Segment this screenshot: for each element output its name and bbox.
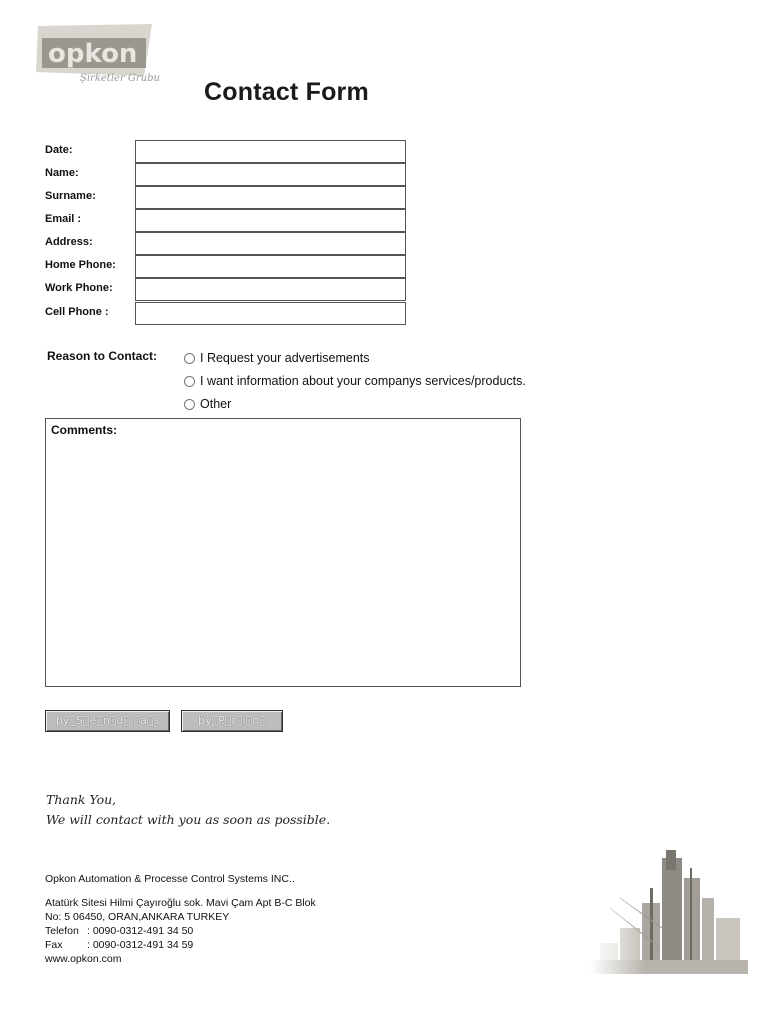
name-field[interactable] — [135, 163, 406, 186]
address-line: No: 5 06450, ORAN,ANKARA TURKEY — [45, 911, 230, 923]
comments-field[interactable] — [45, 418, 521, 687]
field-row-email — [45, 209, 410, 232]
company-name: Opkon Automation & Processe Control Systems INC.. — [45, 873, 295, 885]
field-row-date — [45, 140, 410, 163]
field-label: Surname: — [45, 190, 96, 202]
address-field[interactable] — [135, 232, 406, 255]
logo-tagline: Şirketler Grubu — [80, 73, 160, 84]
reason-label: Reason to Contact: — [47, 349, 158, 363]
field-label: Cell Phone : — [45, 306, 109, 318]
radio-label: I Request your advertisements — [200, 351, 370, 365]
field-row-surname — [45, 186, 410, 209]
website-link: www.opkon.com — [45, 953, 122, 965]
factory-image — [590, 848, 748, 974]
radio-button[interactable] — [184, 399, 195, 410]
field-label: Date: — [45, 144, 73, 156]
thanks-line: Thank You, — [46, 792, 117, 807]
radio-button[interactable] — [184, 353, 195, 364]
field-row-cell-phone — [45, 302, 410, 325]
field-row-name — [45, 163, 410, 186]
field-row-work-phone — [45, 278, 410, 301]
phone-value: : 0090-0312-491 34 50 — [87, 925, 194, 937]
field-label: Address: — [45, 236, 93, 248]
radio-label: Other — [200, 397, 232, 411]
fax-value: : 0090-0312-491 34 59 — [87, 939, 194, 951]
thanks-line: We will contact with you as soon as possible. — [46, 812, 331, 827]
radio-button[interactable] — [184, 376, 195, 387]
comments-label: Comments: — [51, 423, 118, 437]
field-label: Name: — [45, 167, 79, 179]
date-field[interactable] — [135, 140, 406, 163]
field-row-home-phone — [45, 255, 410, 278]
phone-line — [45, 924, 316, 938]
home-phone-field[interactable] — [135, 255, 406, 278]
fax-key: Fax — [45, 939, 63, 951]
email-field[interactable] — [135, 209, 406, 232]
svg-text:opkon: opkon — [48, 39, 138, 69]
footer-contact — [45, 872, 316, 966]
thank-you-note — [46, 790, 330, 830]
work-phone-field[interactable] — [135, 278, 406, 301]
field-label: Work Phone: — [45, 282, 113, 294]
radio-label: I want information about your companys services/products. — [200, 374, 526, 388]
phone-key: Telefon — [45, 925, 79, 937]
cell-phone-field[interactable] — [135, 302, 406, 325]
address-line: Atatürk Sitesi Hilmi Çayıroğlu sok. Mavi Çam Apt B-C Blok — [45, 897, 316, 909]
fax-line — [45, 938, 316, 952]
page-title: Contact Form — [204, 78, 369, 106]
field-label: Home Phone: — [45, 259, 116, 271]
surname-field[interactable] — [135, 186, 406, 209]
send-button[interactable]: þÿ S e n d   a s — [45, 710, 170, 732]
print-button[interactable]: þÿ P r i n  — [181, 710, 283, 732]
field-label: Email : — [45, 213, 82, 225]
field-row-address — [45, 232, 410, 255]
